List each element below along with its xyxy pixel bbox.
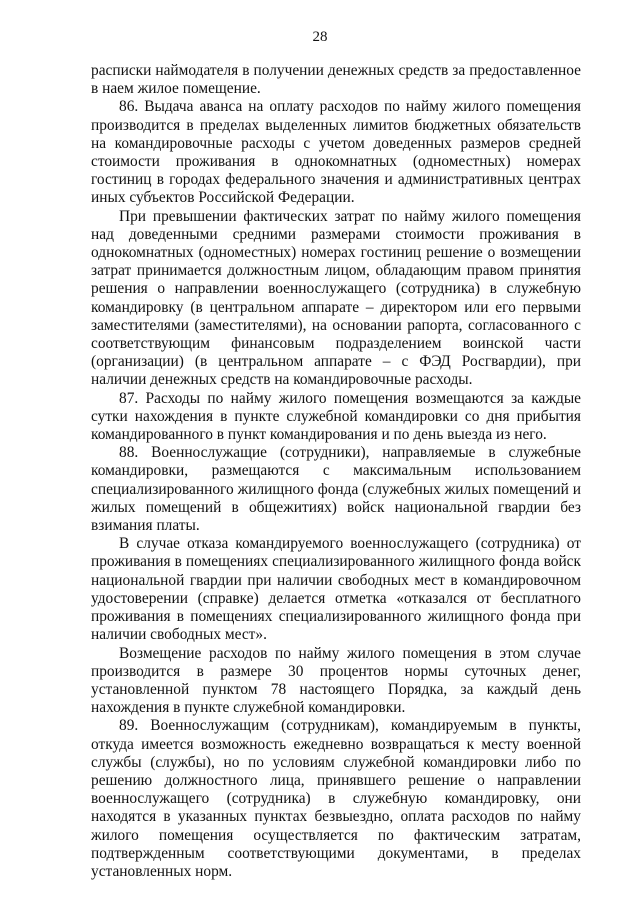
paragraph-87: 87. Расходы по найму жилого помещения возмещаются за каждые сутки нахождения в пункте служебной командировки со дня прибытия командированного в пункт командирования и по день выезда из него. (91, 389, 581, 444)
page-number: 28 (312, 29, 328, 45)
paragraph-continuation: расписки наймодателя в получении денежных средств за предоставленное в наем жилое помещение. (91, 62, 581, 98)
paragraph-reimbursement: Возмещение расходов по найму жилого помещения в этом случае производится в размере 30 процентов нормы суточных денег, установленной пунктом 78 настоящего Порядка, за каждый день нахождения в пункте служебной командировки. (91, 644, 581, 717)
paragraph-refusal: В случае отказа командируемого военнослужащего (сотрудника) от проживания в помещениях специализированного жилищного фонда войск национальной гвардии при наличии свободных мест в командировочном удостоверении (справке) делается отметка «отказался от бесплатного проживания в помещениях специализированного жилищного фонда при наличии свободных мест». (91, 535, 581, 644)
paragraph-89: 89. Военнослужащим (сотрудникам), командируемым в пункты, откуда имеется возможность ежедневно возвращаться к месту военной службы (службы), но по условиям служебной командировки либо по решению должностного лица, принявшего решение о направлении военнослужащего (сотрудника) в служебную командировку, они находятся в указанных пунктах безвыездно, оплата расходов по найму жилого помещения осуществляется по фактическим затратам, подтвержденным соответствующими документами, в пределах установленных норм. (91, 717, 581, 880)
paragraph-86: 86. Выдача аванса на оплату расходов по найму жилого помещения производится в пределах выделенных лимитов бюджетных обязательств на командировочные расходы с учетом доведенных размеров средней стоимости проживания в однокомнатных (одноместных) номерах гостиниц в городах федерального значения и административных центрах иных субъектов Российской Федерации. (91, 98, 581, 207)
paragraph-excess-costs: При превышении фактических затрат по найму жилого помещения над доведенными средними размерами стоимости проживания в однокомнатных (одноместных) номерах гостиниц решение о возмещении затрат принимается должностным лицом, обладающим правом принятия решения о направлении военнослужащего (сотрудника) в служебную командировку (в центральном аппарате – директором или его первыми заместителями (заместителями), на основании рапорта, согласованного с соответствующим финансовым подразделением воинской части (организации) (в центральном аппарате – с ФЭД Росгвардии), при наличии денежных средств на командировочные расходы. (91, 207, 581, 389)
document-body (91, 62, 581, 881)
paragraph-88: 88. Военнослужащие (сотрудники), направляемые в служебные командировки, размещаются с максимальным использованием специализированного жилищного фонда (служебных жилых помещений и жилых помещений в общежитиях) войск национальной гвардии без взимания платы. (91, 444, 581, 535)
